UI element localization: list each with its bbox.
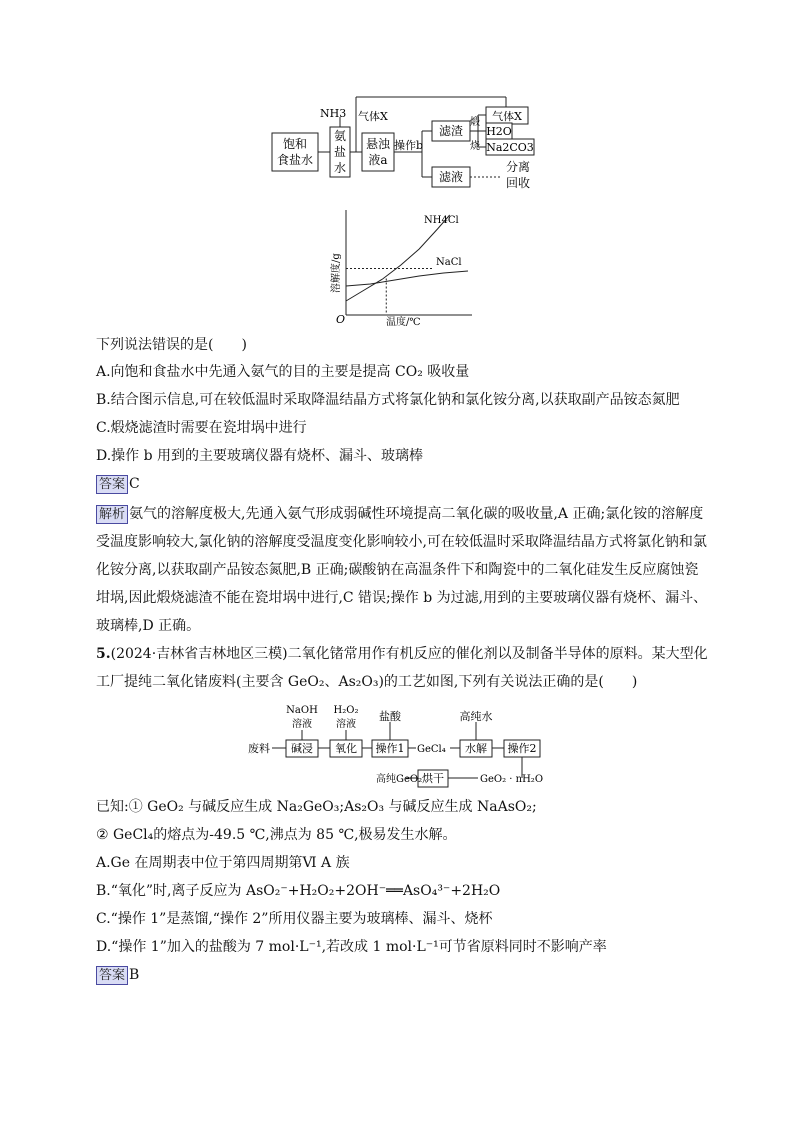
dry-label: 烘干 — [422, 772, 444, 785]
hydrate-label: GeO₂ · nH₂O — [480, 774, 544, 785]
separate-label-1: 分离 — [505, 160, 531, 174]
series-label-nh4cl: NH4Cl — [424, 215, 459, 226]
oxidize-label: 氧化 — [335, 742, 357, 755]
calcine-label-2: 烧 — [470, 141, 480, 152]
h2o2-label-2: 溶液 — [336, 719, 356, 730]
origin-label: O — [336, 313, 346, 326]
naoh-label-2: 溶液 — [292, 719, 312, 730]
x-axis-label: 温度/℃ — [386, 317, 421, 327]
calcine-label-1: 煅 — [470, 117, 480, 128]
series-line-nacl — [346, 271, 468, 286]
h2o2-label-1: H₂O₂ — [333, 705, 359, 716]
q4-answer: C — [129, 476, 140, 492]
solubility-chart — [326, 205, 476, 327]
pure-water-label: 高纯水 — [459, 710, 493, 723]
hydrolysis-label: 水解 — [465, 742, 487, 755]
op1-label: 操作1 — [375, 742, 405, 755]
q4-prompt: 下列说法错误的是( ) — [96, 337, 247, 353]
q4-analysis — [96, 500, 708, 640]
residue-label: 滤渣 — [438, 124, 464, 138]
q4-option-b: B.结合图示信息,可在较低温时采取降温结晶方式将氯化钠和氯化铵分离,以获取副产品铵态氮肥 — [96, 392, 680, 408]
q5-option-a: A.Ge 在周期表中位于第四周期第Ⅵ A 族 — [96, 855, 350, 871]
brine-label-1: 饱和 — [282, 137, 308, 151]
q4-option-d: D.操作 b 用到的主要玻璃仪器有烧杯、漏斗、玻璃棒 — [96, 448, 424, 464]
q5-stem-line2: 工厂提纯二氧化锗废料(主要含 GeO₂、As₂O₃)的工艺如图,下列有关说法正确的是( ) — [96, 674, 638, 690]
water-out-label: H2O — [486, 125, 512, 138]
na2co3-label: Na2CO3 — [486, 141, 534, 154]
op2-label: 操作2 — [507, 742, 537, 755]
soda-process-diagram — [260, 95, 550, 195]
q5-known-1: 已知:① GeO₂ 与碱反应生成 Na₂GeO₃;As₂O₃ 与碱反应生成 NaAsO₂; — [96, 799, 537, 815]
q5-known-2: ② GeCl₄的熔点为-49.5 ℃,沸点为 85 ℃,极易发生水解。 — [96, 827, 457, 843]
q5-option-d: D.“操作 1”加入的盐酸为 7 mol·L⁻¹,若改成 1 mol·L⁻¹可节省原料同时不影响产率 — [96, 939, 607, 955]
q5-option-b: B.“氧化”时,离子反应为 AsO₂⁻+H₂O₂+2OH⁻══AsO₄³⁻+2H₂O — [96, 883, 501, 899]
answer-tag: 答案 — [96, 966, 128, 985]
q4-answer-row — [96, 474, 140, 494]
product-label: 高纯GeO₂ — [376, 774, 423, 785]
germanium-process-diagram — [240, 700, 570, 792]
brine-label-2: 食盐水 — [276, 153, 314, 167]
q5-stem-line1 — [96, 644, 708, 664]
ammonia-brine-label-1: 氨 — [333, 129, 347, 143]
q4-analysis-text: 氨气的溶解度极大,先通入氨气形成弱碱性环境提高二氧化碳的吸收量,A 正确;氯化铵的溶解度受温度影响较大,氯化钠的溶解度受温度变化影响较小,可在较低温时采取降温结晶方式将氯化钠和氯化铵分离,以获取副产品铵态氮肥,B 正确;碳酸钠在高温条件下和陶瓷中的二氧化硅发生反应腐蚀瓷坩埚,因此煅烧滤渣不能在瓷坩埚中进行,C 错误;操作 b 为过滤,用到的主要玻璃仪器有烧杯、漏斗、玻璃棒,D 正确。 — [96, 506, 708, 634]
suspension-label-2: 液a — [368, 153, 388, 167]
q5-answer-row — [96, 965, 139, 985]
waste-label: 废料 — [248, 742, 270, 755]
q5-answer: B — [129, 967, 140, 983]
analysis-tag: 解析 — [96, 505, 128, 524]
answer-tag: 答案 — [96, 475, 128, 494]
series-label-nacl: NaCl — [436, 257, 462, 268]
filtrate-label: 滤液 — [438, 170, 464, 184]
separate-label-2: 回收 — [505, 176, 531, 190]
q4-option-a: A.向饱和食盐水中先通入氨气的目的主要是提高 CO₂ 吸收量 — [96, 364, 470, 380]
ammonia-brine-label-2: 盐 — [333, 145, 347, 159]
q5-number: 5. — [96, 646, 111, 662]
ammonia-brine-label-3: 水 — [333, 161, 347, 175]
suspension-label-1: 悬浊 — [365, 137, 391, 151]
series-line-nh4cl — [346, 215, 450, 301]
gas-x-label: 气体X — [358, 110, 388, 123]
q5-option-c: C.“操作 1”是蒸馏,“操作 2”所用仪器主要为玻璃棒、漏斗、烧杯 — [96, 911, 493, 927]
q5-stem-a: (2024·吉林省吉林地区三模)二氧化锗常用作有机反应的催化剂以及制备半导体的原料。某大型化 — [110, 646, 708, 662]
gas-x-out-label: 气体X — [492, 110, 522, 123]
op-b-label: 操作b — [394, 139, 424, 152]
nh3-label: NH3 — [320, 107, 347, 120]
naoh-label-1: NaOH — [286, 705, 318, 716]
q4-option-c: C.煅烧滤渣时需要在瓷坩埚中进行 — [96, 420, 307, 436]
gecl4-label: GeCl₄ — [417, 744, 446, 755]
alkali-leach-label: 碱浸 — [291, 742, 313, 755]
hcl-label: 盐酸 — [379, 710, 401, 723]
y-axis-label: 溶解度/g — [331, 253, 342, 293]
